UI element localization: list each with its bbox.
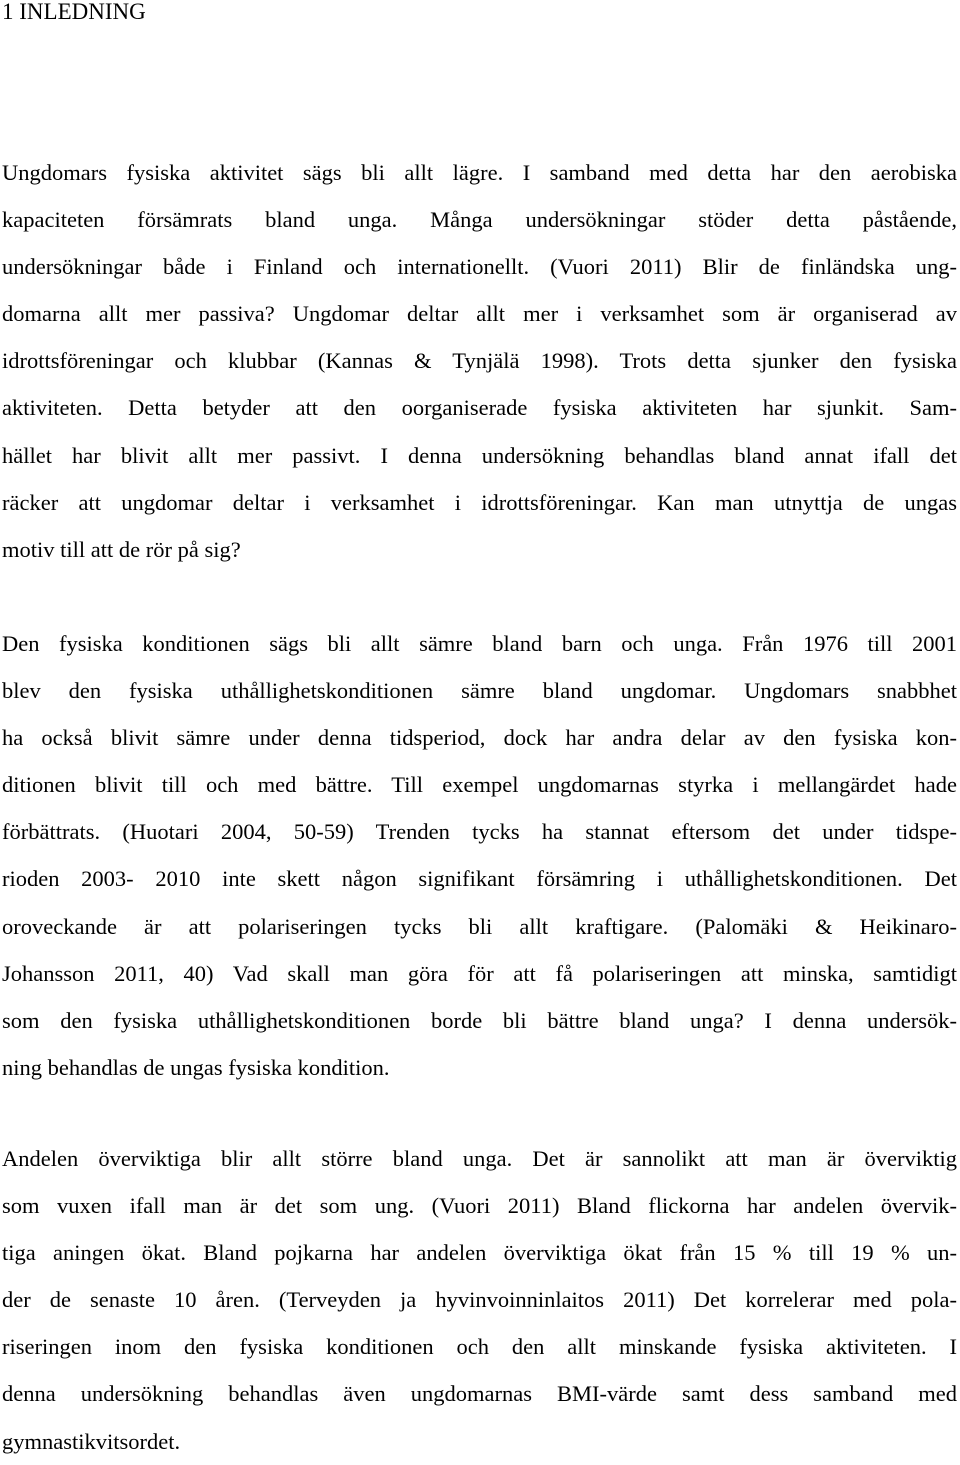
paragraph-3 <box>2 1135 957 1465</box>
paragraph-line: Ungdomars fysiska aktivitet sägs bli allt lägre. I samband med detta har den aerobiska <box>2 160 957 185</box>
paragraph-line: förbättrats. (Huotari 2004, 50-59) Trenden tycks ha stannat eftersom det under tidspe- <box>2 819 957 845</box>
paragraph-line: ning behandlas de ungas fysiska kondition. <box>2 1054 390 1080</box>
paragraph-line: ditionen blivit till och med bättre. Till exempel ungdomarnas styrka i mellangärdet hade <box>2 772 957 798</box>
paragraph-line: som den fysiska uthållighetskonditionen borde bli bättre bland unga? I denna undersök- <box>2 1007 957 1033</box>
paragraph-line: riseringen inom den fysiska konditionen och den allt minskande fysiska aktiviteten. I <box>2 1334 957 1360</box>
paragraph-line: gymnastikvitsordet. <box>2 1428 181 1454</box>
paragraph-2 <box>2 620 957 1091</box>
paragraph-line: tiga aningen ökat. Bland pojkarna har andelen överviktiga ökat från 15 % till 19 % un- <box>2 1240 957 1266</box>
paragraph-line: motiv till att de rör på sig? <box>2 536 241 562</box>
paragraph-line: oroveckande är att polariseringen tycks bli allt kraftigare. (Palomäki & Heikinaro- <box>2 913 957 939</box>
section-heading: 1 INLEDNING <box>2 0 146 24</box>
paragraph-line: Johansson 2011, 40) Vad skall man göra för att få polariseringen att minska, samtidigt <box>2 960 957 986</box>
paragraph-line: Andelen överviktiga blir allt större bland unga. Det är sannolikt att man är överviktig <box>2 1146 957 1171</box>
paragraph-line: idrottsföreningar och klubbar (Kannas & Tynjälä 1998). Trots detta sjunker den fysiska <box>2 348 957 374</box>
paragraph-line: der de senaste 10 åren. (Terveyden ja hyvinvoinninlaitos 2011) Det korrelerar med pola- <box>2 1287 957 1313</box>
paragraph-line: som vuxen ifall man är det som ung. (Vuori 2011) Bland flickorna har andelen övervik- <box>2 1193 957 1219</box>
paragraph-line: Den fysiska konditionen sägs bli allt sämre bland barn och unga. Från 1976 till 2001 <box>2 631 957 656</box>
paragraph-line: ha också blivit sämre under denna tidsperiod, dock har andra delar av den fysiska kon- <box>2 725 957 751</box>
paragraph-line: denna undersökning behandlas även ungdomarnas BMI-värde samt dess samband med <box>2 1381 957 1407</box>
paragraph-line: räcker att ungdomar deltar i verksamhet i idrottsföreningar. Kan man utnyttja de ungas <box>2 489 957 515</box>
paragraph-line: blev den fysiska uthållighetskonditionen sämre bland ungdomar. Ungdomars snabbhet <box>2 678 957 704</box>
paragraph-1 <box>2 149 957 573</box>
paragraph-line: rioden 2003- 2010 inte skett någon signifikant försämring i uthållighetskonditionen. Det <box>2 866 957 892</box>
paragraph-line: kapaciteten försämrats bland unga. Många undersökningar stöder detta påstående, <box>2 207 957 233</box>
paragraph-line: domarna allt mer passiva? Ungdomar deltar allt mer i verksamhet som är organiserad av <box>2 301 957 327</box>
paragraph-line: undersökningar både i Finland och internationellt. (Vuori 2011) Blir de finländska ung- <box>2 254 957 280</box>
paragraph-line: hället har blivit allt mer passivt. I denna undersökning behandlas bland annat ifall det <box>2 442 957 468</box>
paragraph-line: aktiviteten. Detta betyder att den oorganiserade fysiska aktiviteten har sjunkit. Sam- <box>2 395 957 421</box>
